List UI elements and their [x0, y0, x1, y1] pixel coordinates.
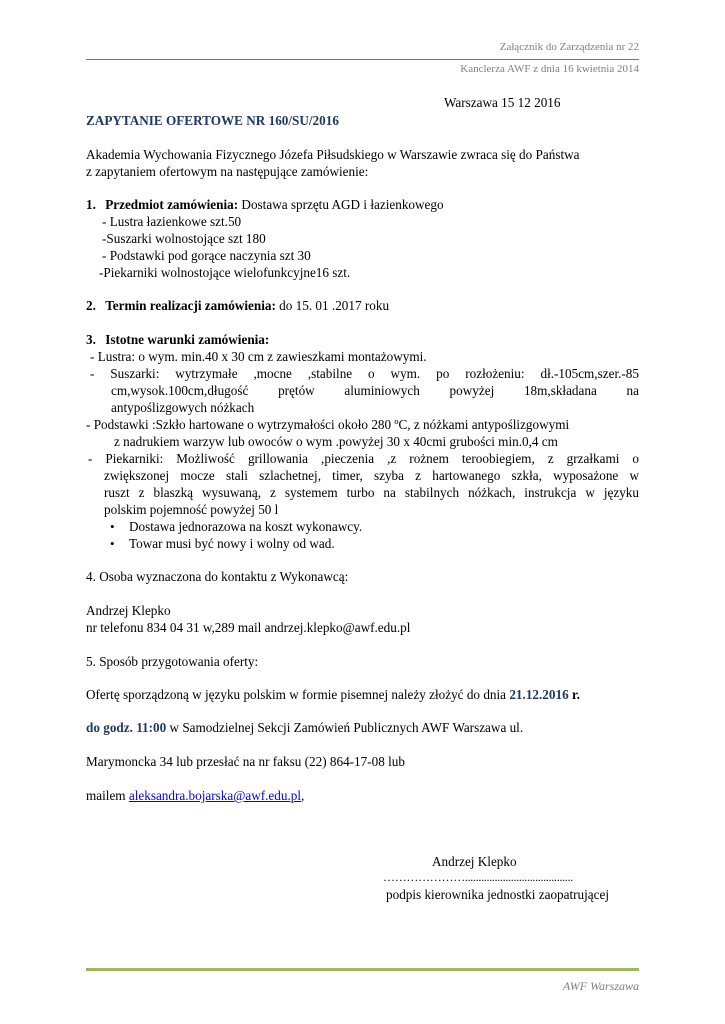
offer-text: Ofertę sporządzoną w języku polskim w formie pisemnej należy złożyć do dnia: [86, 687, 510, 702]
section-3-label: Istotne warunki zamówienia:: [105, 332, 270, 347]
condition-podstawki-line: - Podstawki :Szkło hartowane o wytrzymałości około 280 ºC, z nóżkami antypoślizgowymi: [86, 417, 570, 432]
bullet-item: Dostawa jednorazowa na koszt wykonawcy.: [129, 519, 363, 534]
section-2-number: 2.: [86, 298, 96, 313]
offer-hour-line: [86, 719, 523, 736]
footer-text: AWF Warszawa: [562, 979, 639, 993]
offer-date: 21.12.2016: [509, 687, 569, 702]
section-2-label: Termin realizacji zamówienia:: [105, 298, 276, 313]
header-line-1: Załącznik do Zarządzenia nr 22: [499, 41, 639, 53]
page-title: ZAPYTANIE OFERTOWE NR 160/SU/2016: [86, 113, 339, 128]
date-line: Warszawa 15 12 2016: [444, 95, 561, 110]
email-link[interactable]: aleksandra.bojarska@awf.edu.pl: [128, 788, 302, 803]
contact-details: nr telefonu 834 04 31 w,289 mail andrzej.klepko@awf.edu.pl: [86, 620, 411, 635]
bullet-icon: •: [110, 536, 115, 551]
section-3-number: 3.: [86, 332, 96, 347]
offer-mail-line: [86, 787, 304, 804]
header-line-2: Kanclerza AWF z dnia 16 kwietnia 2014: [460, 63, 639, 75]
condition-piekarniki-line: - Piekarniki: Możliwość grillowania ,pieczenia ,z rożnem teroobiegiem, z grzałkami o: [88, 451, 639, 466]
offer-deadline-line: [86, 686, 580, 703]
condition-suszarki-line: antypoślizgowych nóżkach: [111, 400, 255, 415]
section-1-heading: [86, 196, 444, 213]
offer-r: r.: [568, 687, 580, 702]
offer-hour: do godz. 11:00: [86, 720, 167, 735]
offer-address: Marymoncka 34 lub przesłać na nr faksu (22) 864-17-08 lub: [86, 754, 405, 769]
offer-hour-text: w Samodzielnej Sekcji Zamówień Publicznych AWF Warszawa ul.: [166, 720, 524, 735]
section-3-heading: [86, 331, 269, 348]
bullet-icon: •: [110, 519, 115, 534]
condition-piekarniki-line: zwiększonej mocze stali szlachetnej, timer, szyba z hartowanego szkła, wyposażone w: [104, 468, 639, 483]
section-1-text: Dostawa sprzętu AGD i łazienkowego: [238, 197, 444, 212]
condition-suszarki-line: cm,wysok.100cm,długość prętów aluminiowych powyżej 18m,składana na: [111, 383, 639, 398]
footer-divider: [86, 968, 639, 971]
signature-dots: …………………........................................: [383, 870, 573, 884]
section-5-heading: 5. Sposób przygotowania oferty:: [86, 654, 259, 669]
condition-suszarki-line: - Suszarki: wytrzymałe ,mocne ,stabilne o wym. po rozłożeniu: dł.-105cm,szer.-85: [90, 366, 639, 381]
intro-line-2: z zapytaniem ofertowym na następujące zamówienie:: [86, 164, 369, 179]
mail-prefix: mailem: [86, 788, 129, 803]
section-1-item: - Podstawki pod gorące naczynia szt 30: [102, 248, 311, 263]
section-1-item: -Piekarniki wolnostojące wielofunkcyjne16 szt.: [99, 265, 351, 280]
condition-podstawki-line: z nadrukiem warzyw lub owoców o wym .powyżej 30 x 40cmi grubości min.0,4 cm: [114, 434, 558, 449]
signature-caption: podpis kierownika jednostki zaopatrującej: [386, 887, 610, 902]
intro-line-1: Akademia Wychowania Fizycznego Józefa Piłsudskiego w Warszawie zwraca się do Państwa: [86, 147, 580, 162]
section-1-number: 1.: [86, 197, 96, 212]
contact-name: Andrzej Klepko: [86, 603, 171, 618]
section-1-item: - Lustra łazienkowe szt.50: [102, 214, 242, 229]
section-2-text: do 15. 01 .2017 roku: [275, 298, 390, 313]
condition-piekarniki-line: polskim pojemność powyżej 50 l: [104, 502, 279, 517]
section-4-heading: 4. Osoba wyznaczona do kontaktu z Wykonawcą:: [86, 569, 349, 584]
section-1-label: Przedmiot zamówienia:: [105, 197, 239, 212]
condition-piekarniki-line: ruszt z blaszką wysuwaną, z systemem turbo na stabilnych nóżkach, instrukcja w języku: [104, 485, 639, 500]
section-1-item: -Suszarki wolnostojące szt 180: [102, 231, 266, 246]
mail-suffix: ,: [301, 788, 305, 803]
bullet-item: Towar musi być nowy i wolny od wad.: [129, 536, 335, 551]
condition-lustra: - Lustra: o wym. min.40 x 30 cm z zawieszkami montażowymi.: [90, 349, 427, 364]
signature-name: Andrzej Klepko: [432, 854, 517, 869]
header-divider: [86, 59, 639, 60]
section-2-heading: [86, 297, 389, 314]
